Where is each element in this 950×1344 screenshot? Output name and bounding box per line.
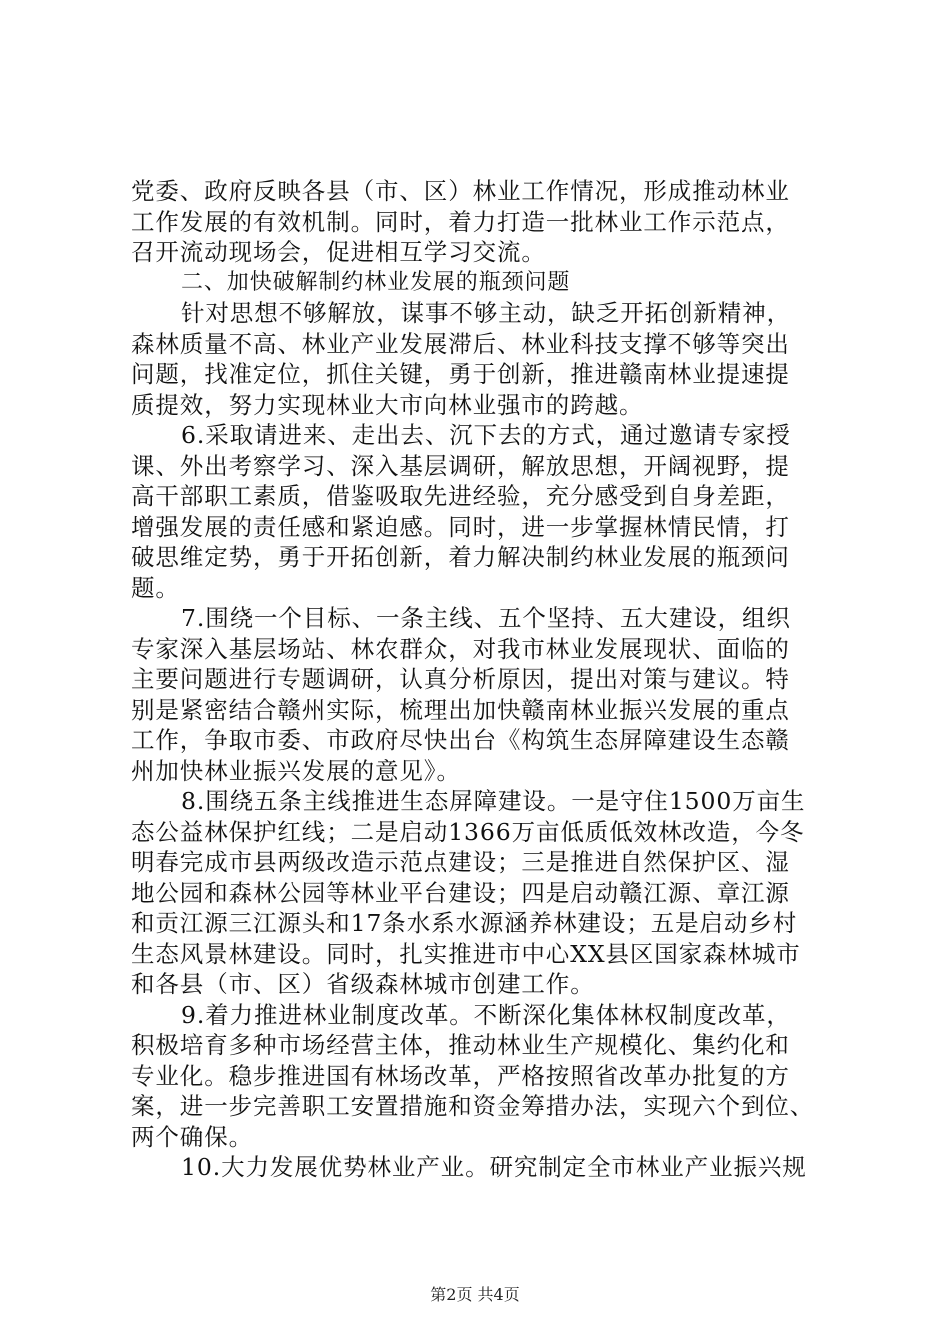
text-line: 和贡江源三江源头和17条水系水源涵养林建设；五是启动乡村 [131,909,798,937]
text-line: 高干部职工素质，借鉴吸取先进经验，充分感受到自身差距， [131,482,790,510]
text-line: 地公园和森林公园等林业平台建设；四是启动赣江源、章江源 [131,878,790,907]
text-line: 案，进一步完善职工安置措施和资金筹措办法，实现六个到位、 [131,1092,815,1120]
page-footer: 第2页 共4页 [430,1285,520,1304]
text-line: 题。 [131,573,180,602]
section-heading: 二、加快破解制约林业发展的瓶颈问题 [181,269,571,295]
text-line: 8.围绕五条主线推进生态屏障建设。一是守住1500万亩生 [181,787,806,815]
text-line: 课、外出考察学习、深入基层调研，解放思想，开阔视野，提 [131,451,790,480]
text-line: 主要问题进行专题调研，认真分析原因，提出对策与建议。特 [131,665,790,693]
text-line: 召开流动现场会，促进相互学习交流。 [131,238,546,266]
text-line: 州加快林业振兴发展的意见》。 [131,756,461,785]
document-body [131,176,831,1183]
text-line: 工作，争取市委、市政府尽快出台《构筑生态屏障建设生态赣 [131,726,790,754]
text-line: 质提效，努力实现林业大市向林业强市的跨越。 [131,390,644,419]
text-line: 9.着力推进林业制度改革。不断深化集体林权制度改革， [181,1000,791,1029]
text-line: 6.采取请进来、走出去、沉下去的方式，通过邀请专家授 [181,421,791,449]
text-line: 工作发展的有效机制。同时，着力打造一批林业工作示范点， [131,207,790,236]
text-line: 森林质量不高、林业产业发展滞后、林业科技支撑不够等突出 [131,329,790,358]
text-line: 态公益林保护红线；二是启动1366万亩低质低效林改造，今冬 [131,817,805,846]
text-line: 积极培育多种市场经营主体，推动林业生产规模化、集约化和 [131,1031,790,1059]
text-line: 党委、政府反映各县（市、区）林业工作情况，形成推动林业 [131,177,790,205]
text-line: 专家深入基层场站、林农群众，对我市林业发展现状、面临的 [131,634,790,663]
text-line: 增强发展的责任感和紧迫感。同时，进一步掌握林情民情，打 [131,512,790,541]
text-line: 和各县（市、区）省级森林城市创建工作。 [131,970,595,998]
text-line: 破思维定势，勇于开拓创新，着力解决制约林业发展的瓶颈问 [131,543,790,571]
text-line: 明春完成市县两级改造示范点建设；三是推进自然保护区、湿 [131,848,790,876]
text-line: 专业化。稳步推进国有林场改革，严格按照省改革办批复的方 [131,1061,790,1090]
text-line: 7.围绕一个目标、一条主线、五个坚持、五大建设，组织 [181,604,791,632]
text-line: 生态风景林建设。同时，扎实推进市中心XX县区国家森林城市 [131,939,801,968]
text-line: 两个确保。 [131,1122,253,1151]
text-line: 问题，找准定位，抓住关键，勇于创新，推进赣南林业提速提 [131,360,790,388]
text-line: 别是紧密结合赣州实际，梳理出加快赣南林业振兴发展的重点 [131,695,790,724]
text-line: 针对思想不够解放，谋事不够主动，缺乏开拓创新精神， [181,299,791,327]
text-line: 10.大力发展优势林业产业。研究制定全市林业产业振兴规 [181,1153,807,1181]
